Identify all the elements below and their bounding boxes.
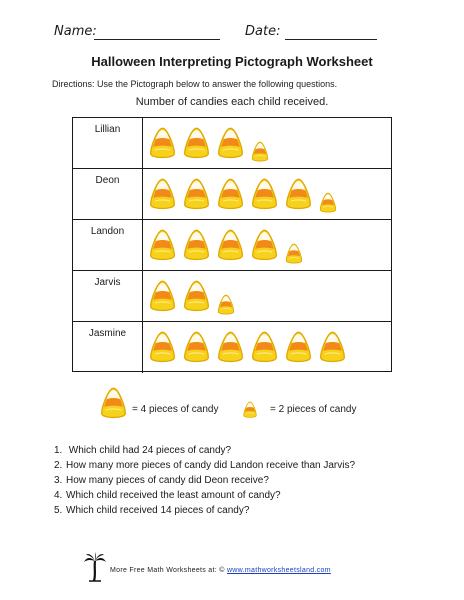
candy-corn-icon [149, 124, 176, 163]
pictograph-row [73, 220, 391, 271]
candy-corn-icon [235, 401, 265, 419]
candy-corn-icon [317, 192, 339, 214]
name-field-line[interactable] [94, 39, 220, 40]
candy-corn-icon [285, 175, 312, 214]
question-text: How many more pieces of candy did Landon receive than Jarvis? [66, 460, 356, 471]
page-title: Halloween Interpreting Pictograph Worksheet [91, 54, 373, 69]
question-number: 3. [54, 475, 63, 486]
footer [84, 552, 384, 582]
candy-corn-icon [215, 294, 237, 316]
question-item [54, 443, 355, 458]
candy-corn-icon [319, 328, 346, 367]
candy-corn-icon [283, 243, 305, 265]
child-name: Jasmine [73, 322, 143, 373]
candy-corn-icon [217, 226, 244, 265]
child-name: Jarvis [73, 271, 143, 321]
key-full-candy [100, 384, 127, 426]
directions: Directions: Use the Pictograph below to answer the following questions. [52, 79, 338, 89]
date-label: Date: [245, 24, 281, 39]
question-text: Which child received the least amount of candy? [66, 490, 281, 501]
question-item [54, 503, 355, 518]
pictograph-key [100, 384, 400, 424]
candy-corn-icon [149, 175, 176, 214]
key-half-candy [235, 401, 265, 422]
footer-text [110, 567, 331, 574]
candy-corn-icon [251, 226, 278, 265]
question-item [54, 473, 355, 488]
question-list [54, 443, 355, 518]
pictograph-row [73, 271, 391, 322]
key-full-text: = 4 pieces of candy [132, 404, 219, 415]
pictograph [72, 117, 392, 372]
name-label: Name: [54, 24, 97, 39]
candy-corn-icon [183, 328, 210, 367]
candy-corn-icon [217, 175, 244, 214]
question-number: 5. [54, 505, 63, 516]
footer-label: More Free Math Worksheets at: © [110, 567, 227, 574]
pictograph-row [73, 322, 391, 373]
candy-corn-icon [183, 124, 210, 163]
palm-tree-icon [84, 552, 106, 582]
candy-corn-icon [149, 226, 176, 265]
candy-corn-icon [149, 328, 176, 367]
key-half-text: = 2 pieces of candy [270, 404, 357, 415]
question-item [54, 458, 355, 473]
question-text: How many pieces of candy did Deon receive? [66, 475, 269, 486]
date-field-line[interactable] [285, 39, 377, 40]
question-item [54, 488, 355, 503]
footer-link[interactable]: www.mathworksheetsland.com [226, 567, 331, 574]
child-name: Landon [73, 220, 143, 270]
question-number: 2. [54, 460, 63, 471]
candy-corn-icon [183, 175, 210, 214]
question-text: Which child received 14 pieces of candy? [66, 505, 250, 516]
candy-corn-icon [100, 384, 127, 423]
pictograph-row [73, 118, 391, 169]
question-number: 4. [54, 490, 63, 501]
candy-corn-icon [183, 226, 210, 265]
candy-corn-icon [217, 328, 244, 367]
candy-corn-icon [251, 328, 278, 367]
pictograph-row [73, 169, 391, 220]
candy-corn-icon [183, 277, 210, 316]
child-name: Lillian [73, 118, 143, 168]
candy-corn-icon [149, 277, 176, 316]
candy-corn-icon [217, 124, 244, 163]
candy-corn-icon [285, 328, 312, 367]
candy-corn-icon [251, 175, 278, 214]
question-text: Which child had 24 pieces of candy? [66, 445, 232, 456]
question-number: 1. [54, 445, 63, 456]
header [54, 24, 434, 44]
child-name: Deon [73, 169, 143, 219]
pictograph-title: Number of candies each child received. [135, 96, 329, 108]
candy-corn-icon [249, 141, 271, 163]
